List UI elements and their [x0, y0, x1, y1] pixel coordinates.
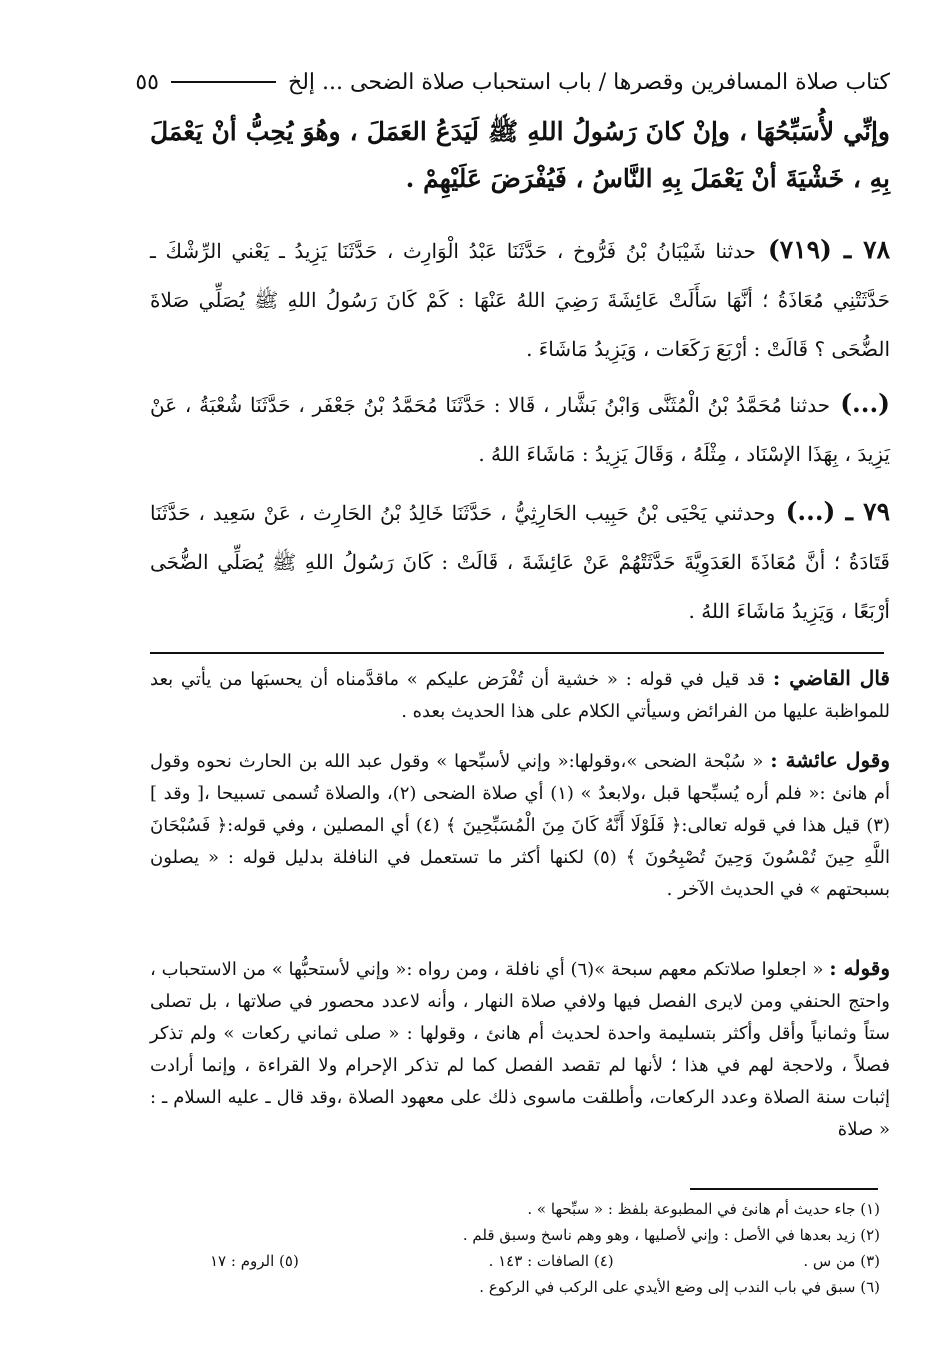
section-divider [150, 652, 884, 654]
hadith-number: ٧٩ ـ (...) [785, 497, 890, 526]
commentary-paragraph [150, 662, 890, 728]
header-title: كتاب صلاة المسافرين وقصرها / باب استحباب صلاة الضحى ... إلخ [288, 69, 890, 95]
commentary-lead: وقول عائشة : [770, 748, 890, 772]
footnote-row [150, 1248, 880, 1274]
footnote-rule [690, 1188, 878, 1190]
hadith-text-continuation [150, 108, 890, 202]
commentary-paragraph [150, 952, 890, 1146]
footnote-5: (٥) الروم : ١٧ [210, 1252, 299, 1270]
page-number: ٥٥ [135, 69, 159, 95]
hadith-78-variant [150, 380, 890, 478]
paragraph-text: وإنِّي لأُسَبِّحُهَا ، وإنْ كانَ رَسُولُ اللهِ ﷺ لَيَدَعُ العَمَلَ ، وهُوَ يُحِبُّ أنْ يَعْمَلَ بِهِ ، خَشْيَةَ أنْ يَعْمَلَ بِهِ النَّاسُ ، فَيُفْرَضَ عَلَيْهِمْ . [150, 117, 890, 193]
header-rule [171, 81, 276, 83]
paragraph-text: حدثنا شَيْبَانُ بْنُ فَرُّوخ ، حَدَّثَنَا عَبْدُ الْوَارِث ، حَدَّثَنَا يَزِيدُ ـ يَعْني الرِّشْكَ ـ حَدَّثَتْنِي مُعَاذَةُ ؛ أنَّهَا سَأَلَتْ عَائِشَةَ رَضِيَ اللهُ عَنْهَا : كَمْ كَانَ رَسُولُ اللهِ ﷺ يُصَلِّي صَلاةَ الضُّحَى ؟ قَالَتْ : أرْبَعَ رَكَعَات ، وَيَزِيدُ مَاشَاءَ . [150, 239, 890, 361]
commentary-text: « اجعلوا صلاتكم معهم سبحة »(٦) أي نافلة ، ومن رواه :« وإني لأستحبُّها » من الاستحباب ، واحتج الحنفي ومن لايرى الفصل فيها ولافي صلاة النهار ، وأنه لاعدد محصور في صلاتها ، بل تصلى ستاً وثمانياً وأقل وأكثر بتسليمة واحدة لحديث أم هانئ ، وقولها : « صلى ثماني ركعات » ولم تذكر فصلاً ، ولاحجة لهم في هذا ؛ لأنها لم تقصد الفصل كما لم تذكر الإحرام ولا القراءة ، وإنما أرادت إثبات سنة الصلاة وعدد الركعات، وأطلقت ماسوى ذلك على معهود الصلاة ،وقد قال ـ عليه السلام ـ : « صلاة [150, 959, 890, 1140]
running-header [135, 62, 890, 102]
hadith-number: (...) [840, 389, 890, 418]
footnote-1: (١) جاء حديث أم هانئ في المطبوعة بلفظ : « سبِّحها » . [527, 1200, 880, 1218]
commentary-lead: قال القاضي : [772, 666, 890, 690]
footnotes [150, 1196, 880, 1300]
footnote-3: (٣) من س . [803, 1252, 880, 1270]
commentary-text: قد قيل في قوله : « خشية أن تُفْرَض عليكم » ماقدَّمناه أن يحسبَها من يأتي بعد للمواظبة عليها من الفرائض وسيأتي الكلام على هذا الحديث بعده . [150, 669, 890, 722]
hadith-79 [150, 488, 890, 635]
footnote-4: (٤) الصافات : ١٤٣ . [488, 1252, 614, 1270]
footnote-6: (٦) سبق في باب الندب إلى وضع الأيدي على الركب في الركوع . [479, 1278, 880, 1296]
paragraph-text: وحدثني يَحْيَى بْنُ حَبِيب الحَارِثِيُّ ، حَدَّثَنَا خَالِدُ بْنُ الحَارِث ، عَنْ سَعِيد ، حَدَّثَنَا قَتَادَةُ ؛ أنَّ مُعَاذَةَ العَدَوِيَّةَ حَدَّثَتْهُمْ عَنْ عَائِشَةَ ، قَالَتْ : كَانَ رَسُولُ اللهِ ﷺ يُصَلِّي الضُّحَى أرْبَعًا ، وَيَزِيدُ مَاشَاءَ اللهُ . [150, 501, 890, 623]
paragraph-text: حدثنا مُحَمَّدُ بْنُ الْمُثَنَّى وَابْنُ بَشَّار ، قَالا : حَدَّثَنَا مُحَمَّدُ بْنُ جَعْفَر ، حَدَّثَنَا شُعْبَةُ ، عَنْ يَزِيدَ ، بِهَذَا الإسْنَاد ، مِثْلَهُ ، وَقَالَ يَزِيدُ : مَاشَاءَ اللهُ . [150, 393, 890, 466]
commentary-paragraph [150, 744, 890, 906]
commentary-lead: وقوله : [829, 956, 890, 980]
hadith-number: ٧٨ ـ (٧١٩) [767, 235, 890, 264]
commentary-text: « سُبْحة الضحى »،وقولها:« وإني لأسبِّحها » وقول عبد الله بن الحارث نحوه وقول أم هانئ :« فلم أره يُسبِّحها قبل ،ولابعدُ » (١) أي صلاة الضحى (٢)، والصلاة تُسمى تسبيحا ،[ وقد ] (٣) قيل هذا في قوله تعالى:﴿ فَلَوْلَا أَنَّهُ كَانَ مِنَ الْمُسَبِّحِينَ ﴾ (٤) أي المصلين ، وفي قوله:﴿ فَسُبْحَانَ اللَّهِ حِينَ تُمْسُونَ وَحِينَ تُصْبِحُونَ ﴾ (٥) لكنها أكثر ما تستعمل في النافلة بدليل قوله : « يصلون بسبحتهم » في الحديث الآخر . [150, 751, 890, 900]
hadith-78 [150, 226, 890, 373]
footnote-2: (٢) زيد بعدها في الأصل : وإني لأصليها ، وهو وهم ناسخ وسبق قلم . [462, 1226, 880, 1244]
